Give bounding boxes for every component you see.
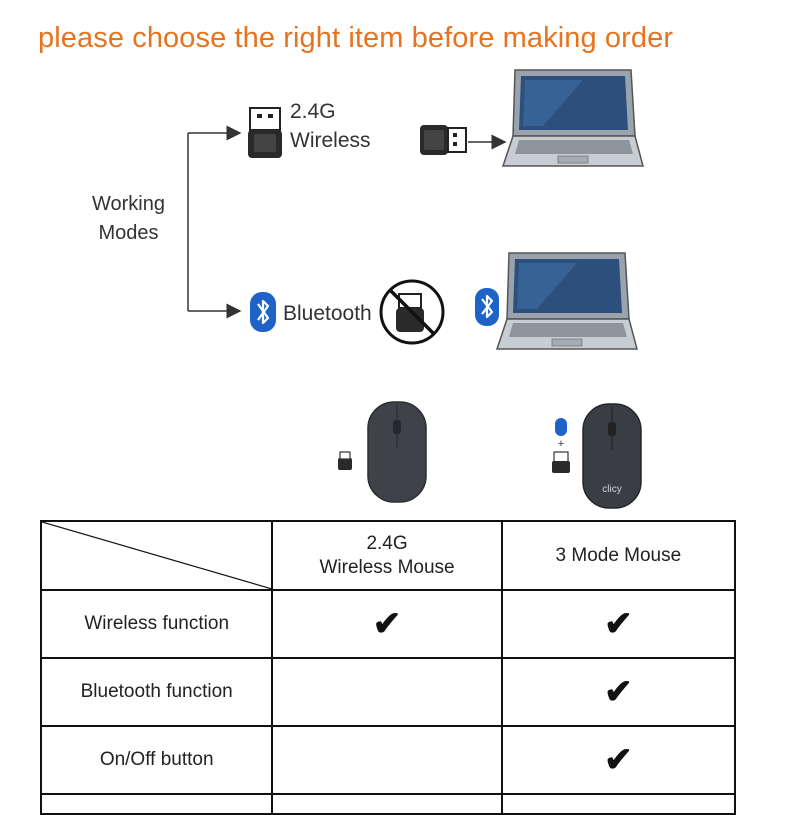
check-cell — [502, 590, 735, 658]
three-mode-mouse-image — [552, 404, 641, 508]
table-row — [41, 794, 735, 814]
table-cell — [41, 794, 272, 814]
laptop-icon — [497, 253, 637, 349]
table-row — [41, 590, 735, 658]
table-cell — [502, 794, 735, 814]
diagonal-divider — [42, 522, 272, 589]
check-icon: ✔ — [604, 741, 633, 779]
table-cell — [272, 794, 501, 814]
check-cell — [272, 590, 501, 658]
wireless-mouse-image — [338, 402, 426, 502]
mode-bracket — [188, 133, 240, 311]
row-label: On/Off button — [41, 726, 272, 794]
row-label: Bluetooth function — [41, 658, 272, 726]
mode-bluetooth-label: Bluetooth — [283, 302, 372, 325]
headline: please choose the right item before making order — [38, 22, 674, 54]
usb-receiver-icon — [420, 125, 466, 155]
row-label: Wireless function — [41, 590, 272, 658]
usb-receiver-icon — [248, 108, 282, 158]
laptop-icon — [503, 70, 643, 166]
check-icon: ✔ — [604, 605, 633, 643]
mouse-brand-logo: clicy — [602, 484, 622, 495]
bluetooth-icon — [475, 288, 499, 326]
working-modes-label: Working Modes — [92, 193, 165, 244]
header-corner-cell — [41, 521, 272, 590]
no-receiver-icon — [381, 281, 443, 343]
bluetooth-icon — [250, 292, 276, 332]
check-icon: ✔ — [372, 605, 402, 643]
check-cell — [272, 726, 501, 794]
check-cell — [502, 658, 735, 726]
column-header-24g: 2.4G Wireless Mouse — [272, 521, 501, 590]
column-header-3mode: 3 Mode Mouse — [502, 521, 735, 590]
check-cell — [502, 726, 735, 794]
table-row — [41, 658, 735, 726]
table-header-row — [41, 521, 735, 590]
svg-text:+: + — [557, 438, 565, 450]
table-row — [41, 726, 735, 794]
comparison-table — [40, 520, 736, 815]
check-icon: ✔ — [604, 673, 633, 711]
check-cell — [272, 658, 501, 726]
mode-24g-label: 2.4G Wireless — [290, 100, 371, 152]
